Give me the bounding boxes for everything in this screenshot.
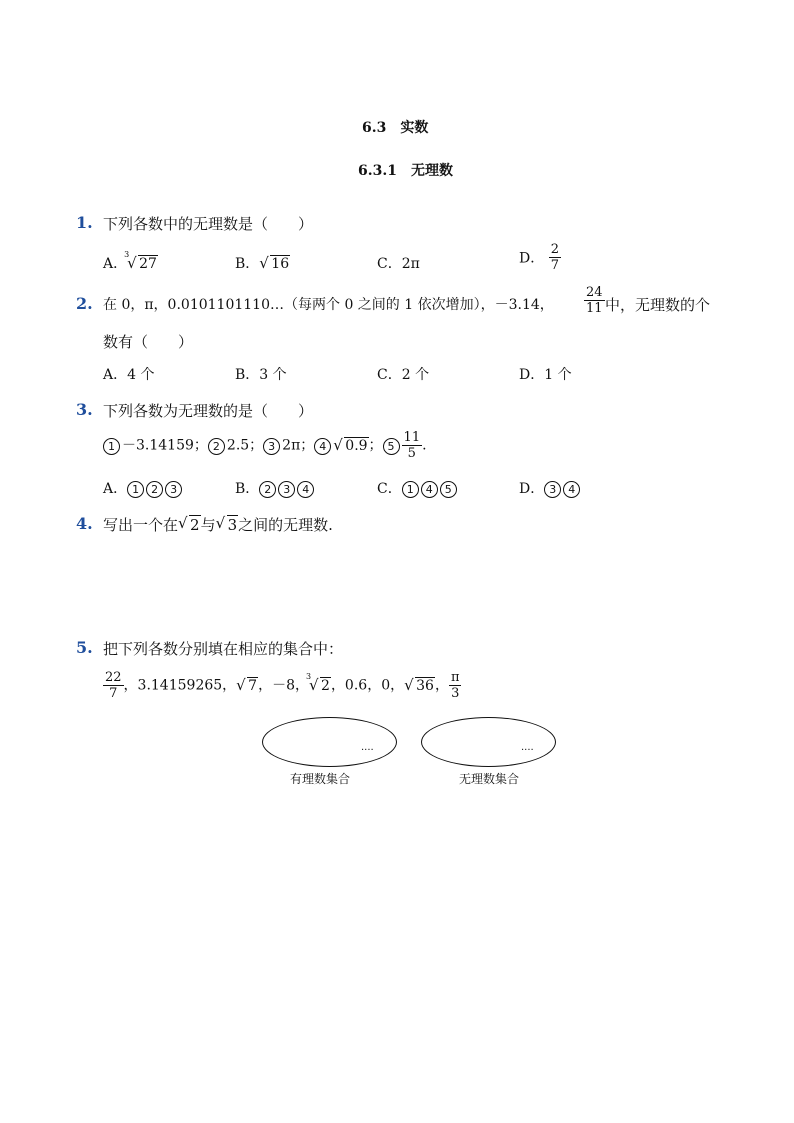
q5-n2: ，3.14159265， bbox=[123, 677, 237, 694]
q5-number-list: $\frac{22}{7}$ ，3.14159265， √ 7，－8， 3 √ 2，0.6，0， √ 36， $\frac{\pi}{3}$ bbox=[105, 670, 460, 701]
q2-frac-denominator: 11 bbox=[586, 301, 603, 316]
q2-fraction bbox=[584, 285, 605, 316]
q5-n7-radicand: 36 bbox=[416, 677, 434, 694]
q4-text-3: 之间的无理数. bbox=[238, 516, 333, 534]
q3-value-5-end: . bbox=[422, 437, 427, 454]
q3-option-c bbox=[377, 478, 459, 498]
q4-radicand-1: 2 bbox=[190, 516, 200, 534]
question-1-stem: 下列各数中的无理数是（ ） bbox=[103, 215, 314, 233]
q3-option-b-label: B． bbox=[235, 481, 260, 497]
q1-option-a-label: A． bbox=[103, 256, 128, 272]
q5-n1-numerator: 22 bbox=[105, 670, 122, 685]
q1-option-d bbox=[519, 242, 561, 273]
q1-d-numerator: 2 bbox=[550, 242, 559, 257]
q1-option-d-label: D． bbox=[519, 250, 545, 267]
question-2-stem-line2: 数有（ ） bbox=[103, 333, 194, 351]
q3-circle-1: 1 bbox=[103, 438, 120, 455]
section-title: 6.3 实数 bbox=[362, 120, 429, 136]
q1-d-denominator: 7 bbox=[550, 258, 559, 273]
question-3-stem: 下列各数为无理数的是（ ） bbox=[103, 402, 314, 420]
q2-option-a: A．4 个 bbox=[103, 367, 155, 383]
q3-b-circle: 2 bbox=[259, 481, 276, 498]
question-3-number: 3. bbox=[76, 400, 93, 419]
q3-b-circle: 3 bbox=[278, 481, 295, 498]
q2-option-d: D．1 个 bbox=[519, 367, 572, 383]
q5-n6: ，0.6，0， bbox=[330, 677, 405, 694]
q4-text-2: 与 bbox=[200, 516, 216, 534]
q3-option-d-label: D． bbox=[519, 481, 545, 497]
q5-n5-radicand: 2 bbox=[321, 677, 330, 694]
q2-option-b: B．3 个 bbox=[235, 367, 287, 383]
q3-value-3: 2π； bbox=[282, 437, 315, 454]
q3-a-circle: 1 bbox=[127, 481, 144, 498]
q3-option-a bbox=[103, 478, 184, 498]
rational-set-ellipse bbox=[262, 717, 397, 767]
q1-option-b: B． √ 16 bbox=[235, 254, 290, 272]
q3-value-5-denominator: 5 bbox=[407, 446, 416, 461]
q3-number-list: 1 －3.14159； 2 2.5； 3 2π； 4 √ 0.9； 5 $\frac{11}{5}$ . bbox=[103, 430, 427, 461]
question-2-stem-part2: 中，无理数的个 bbox=[605, 296, 711, 314]
q2-frac-numerator: 24 bbox=[586, 285, 603, 300]
rational-set-dots: .... bbox=[361, 742, 374, 753]
q3-a-circle: 2 bbox=[146, 481, 163, 498]
q1-a-root-index: 3 bbox=[124, 250, 130, 259]
q3-c-circle: 4 bbox=[421, 481, 438, 498]
q3-option-c-label: C． bbox=[377, 481, 402, 497]
q3-option-b bbox=[235, 478, 316, 498]
q3-c-circle: 1 bbox=[402, 481, 419, 498]
q1-option-b-label: B． bbox=[235, 256, 260, 272]
subsection-title: 6.3.1 无理数 bbox=[358, 163, 453, 179]
q5-n9-denominator: 3 bbox=[451, 686, 460, 701]
question-4-number: 4. bbox=[76, 514, 93, 533]
q3-d-circle: 4 bbox=[563, 481, 580, 498]
rational-set-label: 有理数集合 bbox=[290, 772, 351, 786]
q3-value-5-numerator: 11 bbox=[403, 430, 421, 445]
q5-n5-index: 3 bbox=[306, 671, 312, 681]
q5-n9-numerator: π bbox=[450, 670, 460, 685]
question-5-number: 5. bbox=[76, 638, 93, 657]
q1-option-a: A． 3 √ 27 bbox=[103, 250, 157, 272]
irrational-set-dots: .... bbox=[521, 742, 534, 753]
q3-b-circle: 4 bbox=[297, 481, 314, 498]
q3-value-4-sep: ； bbox=[368, 437, 383, 454]
q5-n4: ，－8， bbox=[258, 677, 310, 694]
q2-option-c: C．2 个 bbox=[377, 367, 430, 383]
q3-value-1: －3.14159； bbox=[122, 437, 208, 454]
q5-n3-radicand: 7 bbox=[248, 677, 258, 694]
q4-radicand-2: 3 bbox=[227, 516, 238, 534]
q4-text-1: 写出一个在 bbox=[103, 516, 179, 534]
q1-b-radicand: 16 bbox=[271, 256, 290, 272]
q3-a-circle: 3 bbox=[165, 481, 182, 498]
q1-a-radicand: 27 bbox=[139, 256, 157, 272]
question-5-stem: 把下列各数分别填在相应的集合中： bbox=[103, 640, 344, 658]
q3-option-a-label: A． bbox=[103, 481, 128, 497]
question-2-stem-part1: 在 0，π，0.0101101110…（每两个 0 之间的 1 依次增加），－3.14， bbox=[103, 297, 554, 313]
q3-value-2: 2.5； bbox=[226, 437, 264, 454]
question-1-number: 1. bbox=[76, 213, 93, 232]
q5-n8: ， bbox=[434, 677, 449, 694]
q3-c-circle: 5 bbox=[440, 481, 457, 498]
question-2-number: 2. bbox=[76, 294, 93, 313]
q3-circle-3: 3 bbox=[263, 438, 280, 455]
q1-option-c-value: 2π bbox=[401, 256, 420, 272]
irrational-set-label: 无理数集合 bbox=[459, 772, 520, 786]
q3-circle-4: 4 bbox=[314, 438, 331, 455]
irrational-set-ellipse bbox=[421, 717, 556, 767]
q1-option-c bbox=[377, 253, 420, 273]
q3-value-4-radicand: 0.9 bbox=[345, 437, 368, 454]
q5-n1-denominator: 7 bbox=[109, 686, 118, 701]
q1-option-c-label: C． bbox=[377, 256, 402, 272]
q3-d-circle: 3 bbox=[544, 481, 561, 498]
q3-option-d bbox=[519, 478, 582, 498]
q3-circle-5: 5 bbox=[383, 438, 400, 455]
question-4-stem: 写出一个在 √ 2与 √ 3之间的无理数. bbox=[103, 514, 333, 534]
q3-circle-2: 2 bbox=[208, 438, 225, 455]
